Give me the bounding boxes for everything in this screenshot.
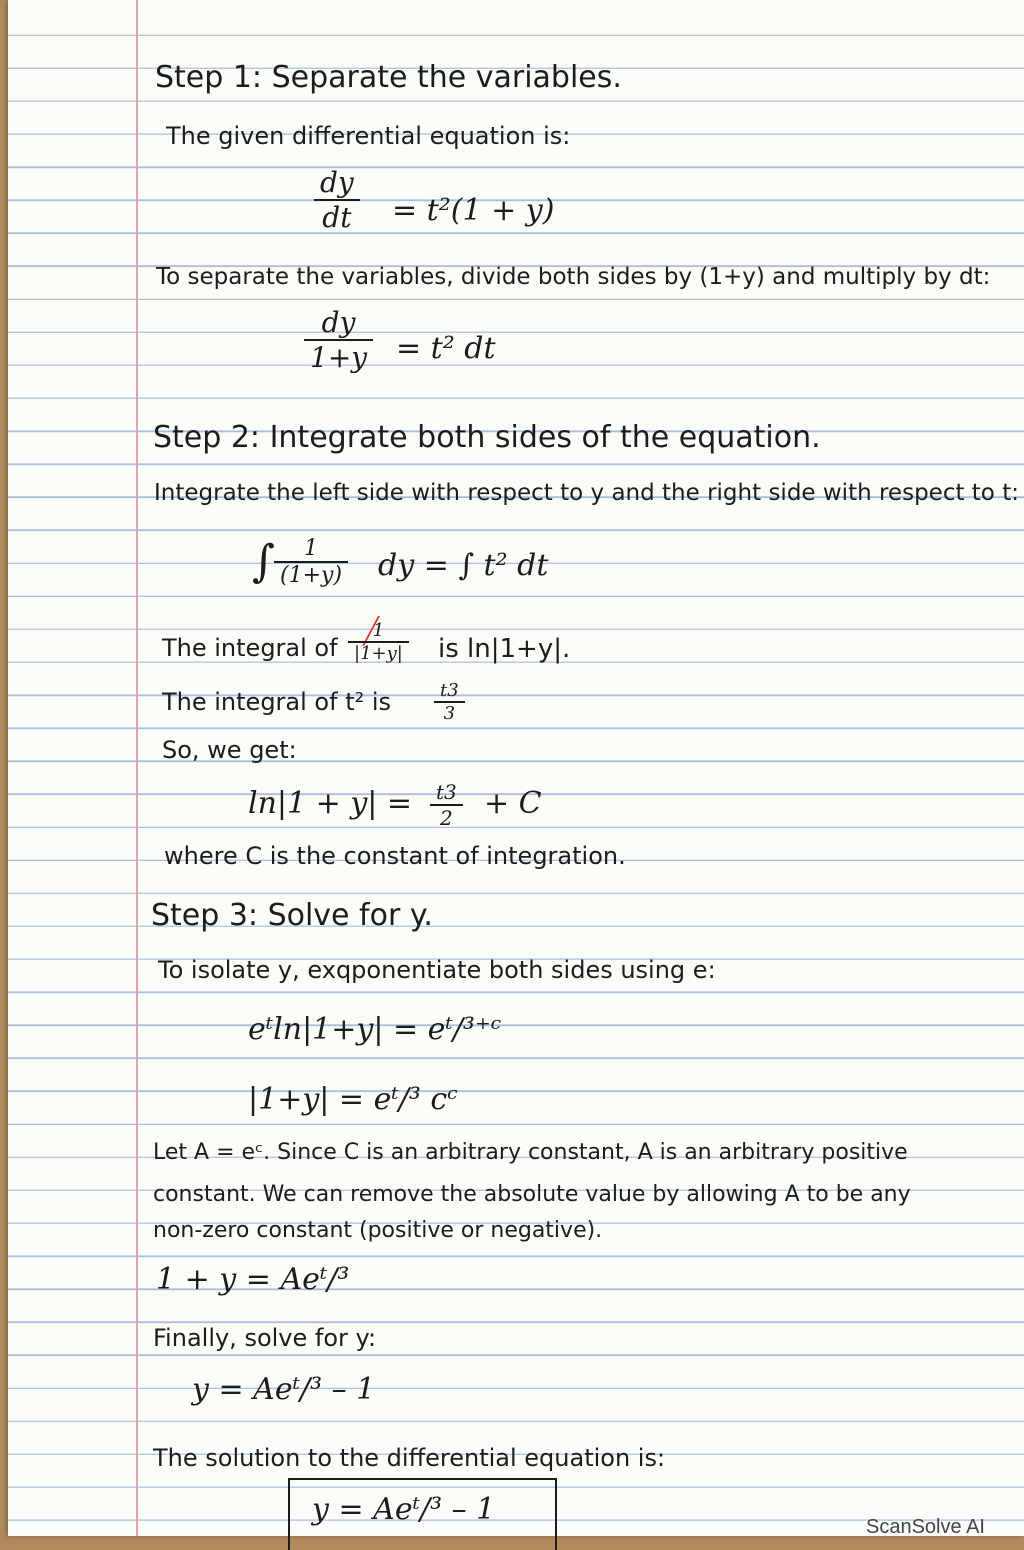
constant-note: where C is the constant of integration. <box>164 842 626 870</box>
let-line1: Let A = eᶜ. Since C is an arbitrary constant, A is an arbitrary positive <box>153 1140 908 1165</box>
result-lhs: ln|1 + y| = <box>248 786 413 821</box>
solution-box <box>288 1478 557 1550</box>
let-line3: non-zero constant (positive or negative). <box>153 1218 603 1243</box>
step1-intro: The given differential equation is: <box>166 122 571 150</box>
notebook-page <box>8 0 1024 1536</box>
line2-fraction <box>434 680 465 724</box>
eq1-denominator: dt <box>322 201 352 234</box>
step1-heading: Step 1: Separate the variables. <box>155 60 622 95</box>
line1-denominator: |1+y| <box>354 643 403 664</box>
eq2-rhs: = t² dt <box>396 331 496 366</box>
integral-numerator: 1 <box>274 536 348 563</box>
step3-heading: Step 3: Solve for y. <box>151 898 433 933</box>
line1-fraction <box>348 620 409 664</box>
separate-text: To separate the variables, divide both sides by (1+y) and multiply by dt: <box>156 264 991 290</box>
step2-intro: Integrate the left side with respect to y and the right side with respect to t: <box>154 480 1019 506</box>
eq2-fraction <box>304 306 373 374</box>
step3-intro: To isolate y, exqponentiate both sides using e: <box>158 956 716 984</box>
so-we-get: So, we get: <box>162 736 297 764</box>
line2-numerator: t3 <box>434 680 465 703</box>
final-intro: Finally, solve for y: <box>153 1324 377 1352</box>
integral-line2-pre: The integral of t² is <box>162 688 392 716</box>
let-line2: constant. We can remove the absolute value by allowing A to be any <box>153 1182 911 1207</box>
solution-intro: The solution to the differential equation is: <box>153 1444 666 1472</box>
eq2-numerator: dy <box>304 306 373 341</box>
integral-line1-pre: The integral of <box>162 634 338 662</box>
boxed-solution: y = Aeᵗ/³ – 1 <box>312 1492 496 1527</box>
exp-eq2: |1+y| = eᵗ/³ cᶜ <box>248 1082 458 1117</box>
result-numerator: t3 <box>430 780 463 806</box>
integral-sign: ∫ <box>252 536 275 587</box>
result-rhs: + C <box>484 786 542 821</box>
eq1-fraction <box>314 166 360 234</box>
eq2-denominator: 1+y <box>310 341 368 374</box>
watermark: ScanSolve AI <box>866 1516 985 1538</box>
integral-rhs: dy = ∫ t² dt <box>378 548 549 583</box>
line1-numerator: 1 <box>348 620 409 643</box>
integral-line1-post: is ln|1+y|. <box>438 634 571 664</box>
result-denominator: 2 <box>440 806 453 830</box>
eq1-rhs: = t²(1 + y) <box>392 193 555 228</box>
step2-heading: Step 2: Integrate both sides of the equation. <box>153 420 821 455</box>
exp-eq3: 1 + y = Aeᵗ/³ <box>156 1262 350 1297</box>
result-fraction <box>430 780 463 830</box>
line2-denominator: 3 <box>443 703 456 724</box>
margin-line <box>136 0 138 1536</box>
eq1-numerator: dy <box>314 166 360 201</box>
exp-eq1: eᵗln|1+y| = eᵗ/³⁺ᶜ <box>248 1012 502 1047</box>
integral-fraction <box>274 536 348 588</box>
exp-eq4: y = Aeᵗ/³ – 1 <box>192 1372 376 1407</box>
integral-denominator: (1+y) <box>280 563 343 588</box>
